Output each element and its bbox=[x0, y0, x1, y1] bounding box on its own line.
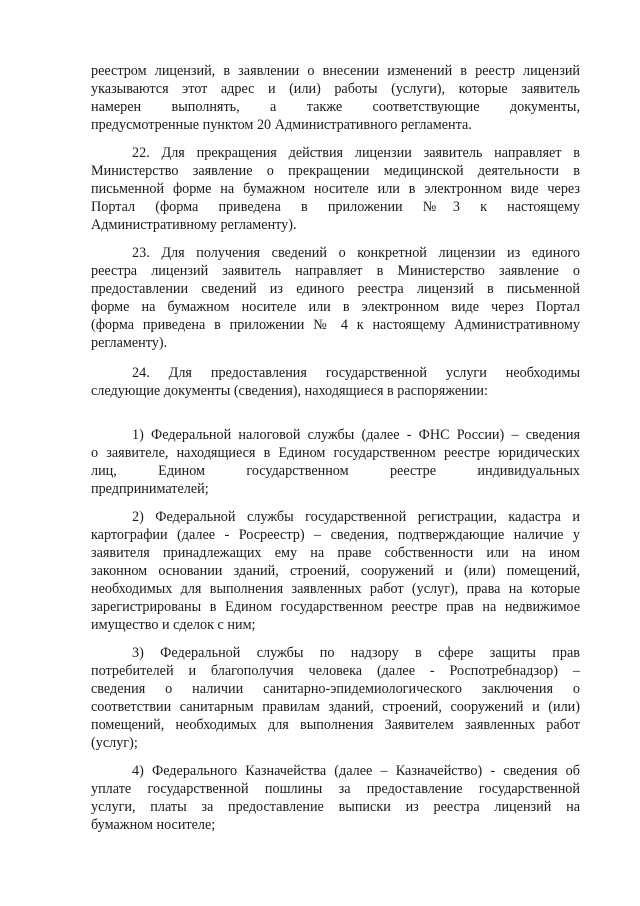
paragraph-line: (форма приведена в приложении № 4 к настоящему Административному bbox=[91, 317, 580, 333]
paragraph-line: предпринимателей; bbox=[91, 481, 209, 497]
paragraph-23 bbox=[91, 244, 580, 352]
paragraph-line: 1) Федеральной налоговой службы (далее - ФНС России) – сведения bbox=[132, 427, 580, 443]
paragraph-24-4 bbox=[91, 762, 580, 834]
paragraph-line: намерен выполнять, а также соответствующие документы, bbox=[91, 99, 580, 115]
paragraph-24-1 bbox=[91, 426, 580, 498]
paragraph-line: уплате государственной пошлины за предоставление государственной bbox=[91, 781, 580, 797]
paragraph-line: о заявителе, находящиеся в Едином государственном реестре юридических bbox=[91, 445, 580, 461]
paragraph-line: предоставлении сведений из единого реестра лицензий в письменной bbox=[91, 281, 580, 297]
paragraph-line: следующие документы (сведения), находящиеся в распоряжении: bbox=[91, 383, 488, 399]
paragraph-line: 4) Федерального Казначейства (далее – Казначейство) - сведения об bbox=[132, 763, 580, 779]
paragraph-line: законном основании зданий, строений, сооружений и (или) помещений, bbox=[91, 563, 580, 579]
paragraph-line: регламенту). bbox=[91, 335, 168, 351]
paragraph-line: Административному регламенту). bbox=[91, 217, 297, 233]
paragraph-line: услуги, платы за предоставление выписки из реестра лицензий на bbox=[91, 799, 580, 815]
paragraph-continuation bbox=[91, 62, 580, 134]
paragraph-line: указываются этот адрес и (или) работы (услуги), которые заявитель bbox=[91, 81, 580, 97]
paragraph-line: предусмотренные пунктом 20 Административного регламента. bbox=[91, 117, 472, 133]
paragraph-line: сведения о наличии санитарно-эпидемиологического заключения о bbox=[91, 681, 580, 697]
paragraph-line: 24. Для предоставления государственной услуги необходимы bbox=[132, 365, 580, 381]
paragraph-line: лиц, Едином государственном реестре индивидуальных bbox=[91, 463, 580, 479]
paragraph-line: реестром лицензий, в заявлении о внесении изменений в реестр лицензий bbox=[91, 63, 580, 79]
paragraph-line: заявителя принадлежащих ему на праве собственности или на ином bbox=[91, 545, 580, 561]
paragraph-line: имущество и сделок с ним; bbox=[91, 617, 256, 633]
paragraph-line: бумажном носителе; bbox=[91, 817, 216, 833]
paragraph-line: письменной форме на бумажном носителе или в электронном виде через bbox=[91, 181, 580, 197]
paragraph-line: Министерство заявление о прекращении медицинской деятельности в bbox=[91, 163, 580, 179]
paragraph-line: форме на бумажном носителе или в электронном виде через Портал bbox=[91, 299, 580, 315]
paragraph-line: потребителей и благополучия человека (далее - Роспотребнадзор) – bbox=[91, 663, 580, 679]
paragraph-24-2 bbox=[91, 508, 580, 634]
paragraph-24 bbox=[91, 364, 580, 400]
paragraph-line: (услуг); bbox=[91, 735, 138, 751]
paragraph-22 bbox=[91, 144, 580, 234]
paragraph-line: необходимых для выполнения заявленных работ (услуг), права на которые bbox=[91, 581, 580, 597]
paragraph-line: картографии (далее - Росреестр) – сведения, подтверждающие наличие у bbox=[91, 527, 580, 543]
paragraph-line: 23. Для получения сведений о конкретной лицензии из единого bbox=[132, 245, 580, 261]
paragraph-line: помещений, необходимых для выполнения Заявителем заявленных работ bbox=[91, 717, 580, 733]
paragraph-line: 3) Федеральной службы по надзору в сфере защиты прав bbox=[132, 645, 580, 661]
paragraph-line: реестра лицензий заявитель направляет в Министерство заявление о bbox=[91, 263, 580, 279]
paragraph-line: зарегистрированы в Едином государственном реестре прав на недвижимое bbox=[91, 599, 580, 615]
paragraph-24-3 bbox=[91, 644, 580, 752]
paragraph-line: соответствии санитарным правилам зданий, строений, сооружений и (или) bbox=[91, 699, 580, 715]
paragraph-line: 2) Федеральной службы государственной регистрации, кадастра и bbox=[132, 509, 580, 525]
paragraph-line: Портал (форма приведена в приложении №3 к настоящему bbox=[91, 199, 580, 215]
paragraph-line: 22. Для прекращения действия лицензии заявитель направляет в bbox=[132, 145, 580, 161]
